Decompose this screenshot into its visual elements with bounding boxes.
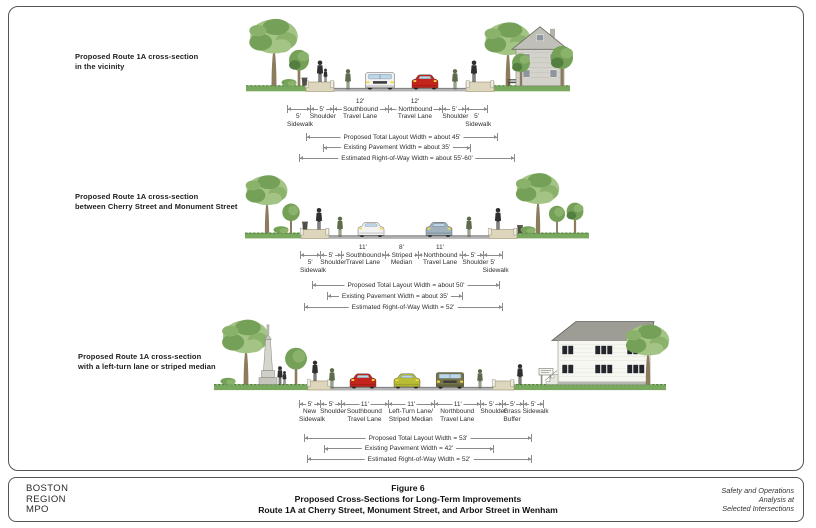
dimension-line <box>523 400 544 408</box>
dimension-width-label: 8' <box>399 244 404 251</box>
dimension-width-label: Northbound <box>423 251 458 259</box>
van-icon <box>436 373 464 389</box>
dimension-width-label <box>287 98 310 105</box>
dimension-width-label: 11' <box>358 244 367 251</box>
dimension-line <box>483 251 503 259</box>
grass-strip <box>214 384 308 390</box>
pedestrian-icon <box>471 61 477 83</box>
dimension-row <box>300 244 509 274</box>
dimension-label: Proposed Total Layout Width = 53' <box>366 435 471 442</box>
dimension-line <box>418 251 463 259</box>
dimension-width-label <box>300 244 320 251</box>
sidewalk <box>308 381 331 390</box>
dimension-label: Median <box>390 259 413 266</box>
dimension-width-label: Southbound <box>345 251 381 259</box>
section-label-line: in the vicinity <box>75 61 125 71</box>
car-icon <box>358 222 384 237</box>
section-label-line: with a left-turn lane or striped median <box>78 361 216 371</box>
dimension-line <box>299 400 320 408</box>
dimension-label: Travel Lane <box>423 259 458 266</box>
logo-line: MPO <box>26 504 49 515</box>
pedestrian-icon <box>517 364 523 384</box>
dimension-width-label: Striped <box>391 251 413 259</box>
dimension-label: Shoulder <box>320 408 347 415</box>
dimension-label: Proposed Total Layout Width = about 50' <box>345 282 468 289</box>
car-icon <box>412 75 438 90</box>
arrow-left-icon <box>443 107 446 111</box>
dimension-width-label <box>310 98 333 105</box>
section-label-line: Proposed Route 1A cross-section <box>75 52 199 61</box>
dimension-width-label: 11' <box>436 244 445 251</box>
arrow-right-icon <box>528 457 531 461</box>
arrow-left-icon <box>524 402 527 406</box>
dimension-segment <box>442 98 469 121</box>
arrow-left-icon <box>389 107 392 111</box>
arrow-left-icon <box>305 305 308 309</box>
cross-section-illustration-vicinity <box>222 10 594 98</box>
dimension-label: New <box>303 408 317 415</box>
arrow-left-icon <box>300 402 303 406</box>
dimension-label: Northbound <box>440 408 475 415</box>
summary-dimension <box>307 455 532 463</box>
arrow-right-icon <box>528 436 531 440</box>
dimension-width-label: 5' <box>328 251 334 259</box>
dimension-width-label: 5' <box>307 400 313 408</box>
dimension-label: Buffer <box>503 415 521 423</box>
arrow-left-icon <box>435 402 438 406</box>
dimension-segment <box>341 400 387 423</box>
dimension-line <box>310 105 333 113</box>
dimension-segment <box>480 400 507 416</box>
tree-icon <box>249 19 297 86</box>
dimension-label: Travel Lane <box>345 259 380 266</box>
dimension-segment <box>309 98 336 121</box>
arrow-left-icon <box>321 402 324 406</box>
dimension-segment <box>333 98 388 121</box>
dimension-width-label: 11' <box>360 400 369 408</box>
dimension-line <box>434 400 480 408</box>
dimension-width-label: 5' <box>510 400 515 408</box>
curb-posts <box>305 81 494 88</box>
van-icon <box>366 73 395 90</box>
dimension-line <box>462 251 482 259</box>
section-label-line: between Cherry Street and Monument Street <box>75 201 238 211</box>
figure-caption <box>150 483 666 515</box>
arrow-left-icon <box>389 402 392 406</box>
arrow-left-icon <box>308 457 311 461</box>
dimension-label: Sidewalk <box>287 120 314 128</box>
tree-icon <box>549 206 565 233</box>
arrow-left-icon <box>307 135 310 139</box>
summary-dimension <box>304 434 532 442</box>
arrow-right-icon <box>484 107 487 111</box>
dimension-width-label <box>465 98 488 105</box>
dimension-width-label: 11' <box>407 400 416 408</box>
report-title <box>721 486 794 513</box>
pedestrian-icon <box>277 366 282 384</box>
pedestrian-icon <box>312 361 318 381</box>
dimension-segment <box>482 244 509 274</box>
arrow-left-icon <box>484 253 487 257</box>
bush-icon <box>221 378 236 385</box>
dimension-label: Sidewalk <box>299 415 326 423</box>
arrow-left-icon <box>503 402 506 406</box>
dimension-line <box>388 400 434 408</box>
figure-subtitle: Route 1A at Cherry Street, Monument Street, and Arbor Street in Wenham <box>258 504 558 515</box>
sidewalk <box>306 82 334 92</box>
grass-strip <box>512 384 666 390</box>
dimension-line <box>287 105 310 113</box>
dimension-width-label: 12' <box>355 98 365 105</box>
dimension-label: Grass <box>503 408 521 415</box>
summary-dimension <box>299 154 515 162</box>
dimension-segment <box>385 244 417 267</box>
dimension-line <box>341 251 386 259</box>
child-pedestrian-icon <box>324 69 328 82</box>
arrow-right-icon <box>459 294 462 298</box>
dimension-line <box>388 105 443 113</box>
dimension-line <box>502 400 523 408</box>
bush-icon <box>282 79 297 86</box>
arrow-left-icon <box>466 107 469 111</box>
dimension-label: Shoulder <box>442 113 469 120</box>
summary-dimension <box>306 133 498 141</box>
arrow-right-icon <box>540 402 543 406</box>
pedestrian-icon <box>452 69 458 89</box>
bush-icon <box>274 226 289 233</box>
arrow-left-icon <box>301 253 304 257</box>
arrow-right-icon <box>494 135 497 139</box>
dimension-line <box>320 251 340 259</box>
dimension-label: Sidewalk <box>522 408 549 415</box>
dimension-line <box>300 251 320 259</box>
car-icon <box>350 374 376 389</box>
dimension-width-label: 5' <box>530 400 536 408</box>
dimension-width-label <box>320 244 340 251</box>
pedestrian-icon <box>495 208 501 230</box>
car-icon <box>394 374 420 389</box>
dimension-width-label: 5' <box>319 105 325 113</box>
dimension-segment <box>388 400 434 423</box>
car-icon <box>426 222 452 237</box>
boston-region-mpo-logo <box>26 484 68 516</box>
dimension-line <box>442 105 465 113</box>
summary-dimension <box>324 445 494 453</box>
grass-strip <box>494 86 570 92</box>
arrow-right-icon <box>499 305 502 309</box>
dimension-segment <box>502 400 523 423</box>
bush-icon <box>521 226 536 233</box>
dimension-segment <box>465 98 492 128</box>
dimension-width-label: 5' <box>451 105 457 113</box>
report-title-line: Safety and Operations <box>721 486 794 495</box>
dimension-line <box>465 105 488 113</box>
dimension-segment <box>300 244 327 274</box>
arrow-right-icon <box>499 253 502 257</box>
tree-icon <box>567 203 584 233</box>
report-title-line: Analysis at <box>758 495 794 504</box>
dimension-label: Striped Median <box>388 415 433 423</box>
dimension-segment <box>434 400 480 423</box>
grass-strip <box>517 233 589 239</box>
figure-number: Figure 6 <box>391 483 425 493</box>
report-title-line: Selected Intersections <box>722 504 794 513</box>
dimension-segment <box>388 98 443 121</box>
sidewalk <box>489 230 517 239</box>
arrow-left-icon <box>321 253 324 257</box>
section-label-line: Proposed Route 1A cross-section <box>78 352 202 361</box>
dimension-row <box>287 98 492 128</box>
arrow-left-icon <box>325 447 328 451</box>
arrow-right-icon <box>490 447 493 451</box>
dimension-label: Shoulder <box>480 408 507 415</box>
grass-strip <box>245 233 301 239</box>
dimension-label: Sidewalk <box>300 266 327 274</box>
dimension-segment <box>299 400 326 423</box>
arrow-left-icon <box>313 283 316 287</box>
arrow-left-icon <box>463 253 466 257</box>
pedestrian-icon <box>317 61 323 83</box>
arrow-left-icon <box>328 294 331 298</box>
dimension-width-label <box>483 244 503 251</box>
dimension-label: 5' <box>490 259 496 266</box>
logo-line: REGION <box>26 493 66 505</box>
tree-icon <box>516 173 559 233</box>
sidewalk <box>466 82 494 92</box>
dimension-width-label: 5' <box>489 400 494 408</box>
curb-posts <box>300 228 517 235</box>
dimension-segment <box>320 244 347 267</box>
pedestrian-icon <box>466 217 472 237</box>
section-label-line: Proposed Route 1A cross-section <box>75 192 199 201</box>
dimension-line <box>320 400 341 408</box>
cross-section-illustration-left-turn <box>210 318 672 403</box>
dimension-segment <box>320 400 347 416</box>
cross-section-illustration-cherry-monument <box>235 168 607 248</box>
dimension-label: Left-Turn Lane/ <box>388 408 433 415</box>
dimension-width-label: 11' <box>453 400 462 408</box>
arrow-right-icon <box>496 283 499 287</box>
logo-line: BOSTON <box>26 483 69 494</box>
dimension-label: Proposed Total Layout Width = about 45' <box>341 134 464 141</box>
summary-dimension <box>312 281 500 289</box>
section-1-label <box>75 52 198 71</box>
dimension-segment <box>341 244 386 267</box>
dimension-label: Existing Pavement Width = 42' <box>362 445 456 452</box>
arrow-left-icon <box>481 402 484 406</box>
dimension-label: Existing Pavement Width = about 35' <box>341 144 453 151</box>
arrow-right-icon <box>467 146 470 150</box>
summary-dimension <box>323 144 471 152</box>
dimension-label: Estimated Right-of-Way Width = 52' <box>349 304 458 311</box>
dimension-segment <box>418 244 463 267</box>
figure-title: Proposed Cross-Sections for Long-Term Improvements <box>294 493 522 504</box>
dimension-label: Travel Lane <box>440 415 475 423</box>
dimension-label: Existing Pavement Width = about 35' <box>339 293 451 300</box>
dimension-label: Travel Lane <box>397 113 432 120</box>
dimension-label: Sidewalk <box>465 120 492 128</box>
arrow-left-icon <box>324 146 327 150</box>
summary-dimension <box>327 292 463 300</box>
section-3-label <box>78 352 216 371</box>
dimension-width-label: Southbound <box>343 105 379 113</box>
dimension-label: Shoulder <box>320 259 347 266</box>
dimension-width-label <box>462 244 482 251</box>
arrow-left-icon <box>386 253 389 257</box>
dimension-segment <box>522 400 549 416</box>
dimension-label: 5' <box>295 113 301 120</box>
arrow-right-icon <box>511 156 514 160</box>
arrow-left-icon <box>334 107 337 111</box>
summary-dimension <box>304 303 503 311</box>
arrow-left-icon <box>288 107 291 111</box>
dimension-line <box>385 251 417 259</box>
dimension-segment <box>287 98 314 128</box>
pedestrian-icon <box>337 217 343 237</box>
sidewalk <box>301 230 329 239</box>
arrow-left-icon <box>300 156 303 160</box>
tree-icon <box>246 175 288 233</box>
pedestrian-icon <box>477 369 483 388</box>
dimension-line <box>480 400 501 408</box>
grass-strip <box>246 86 308 92</box>
dimension-width-label: 5' <box>328 400 334 408</box>
arrow-left-icon <box>342 402 345 406</box>
section-2-label <box>75 192 237 211</box>
dimension-width-label: 5' <box>470 251 476 259</box>
dimension-label: Shoulder <box>462 259 489 266</box>
dimension-label: Estimated Right-of-Way Width = 52' <box>365 456 474 463</box>
pedestrian-icon <box>316 208 322 230</box>
dimension-label: Southbound <box>346 408 382 415</box>
dimension-label: Shoulder <box>309 113 336 120</box>
dimension-label: Travel Lane <box>343 113 378 120</box>
dimension-width-label: Northbound <box>398 105 433 113</box>
dimension-line <box>341 400 387 408</box>
pedestrian-icon <box>345 69 351 89</box>
trash-can-icon <box>302 222 308 230</box>
dimension-label: 5' <box>307 259 313 266</box>
dimension-label: Travel Lane <box>347 415 382 423</box>
child-pedestrian-icon <box>283 371 287 384</box>
dimension-segment <box>462 244 489 267</box>
tree-icon <box>285 348 307 385</box>
dimension-width-label <box>442 98 465 105</box>
dimension-label: 5' <box>474 113 480 120</box>
dimension-width-label: 12' <box>410 98 420 105</box>
dimension-line <box>333 105 388 113</box>
trash-can-icon <box>302 78 308 86</box>
dimension-label: Estimated Right-of-Way Width = about 55'-60' <box>338 155 475 162</box>
dimension-row <box>299 400 549 423</box>
arrow-left-icon <box>311 107 314 111</box>
arrow-left-icon <box>305 436 308 440</box>
dimension-label: Sidewalk <box>482 266 509 274</box>
